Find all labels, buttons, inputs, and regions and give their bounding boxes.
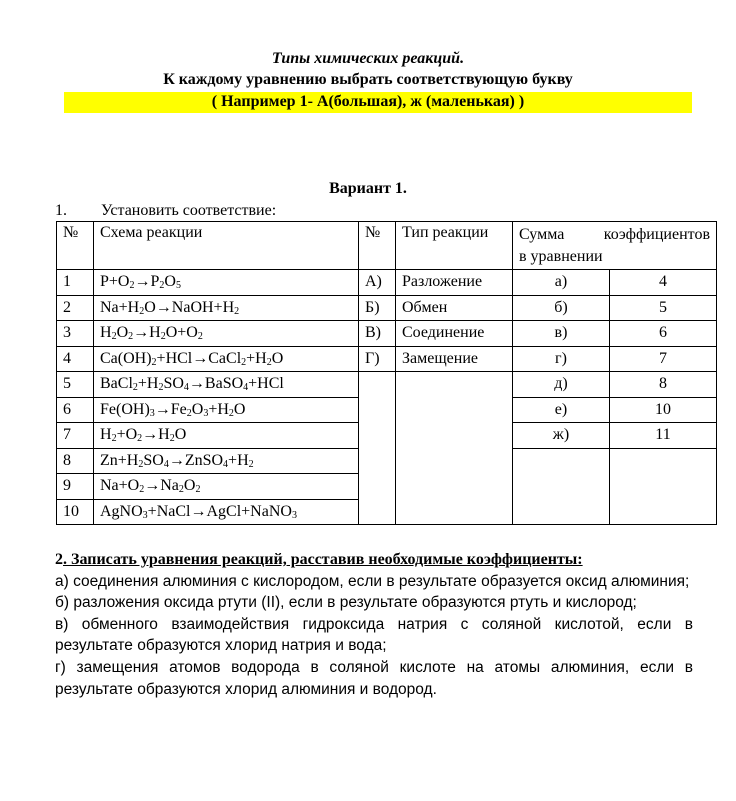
example-text: ( Например 1- А(большая), ж (маленькая) ) (211, 93, 525, 110)
task1-text: Установить соответствие: (101, 202, 277, 219)
empty-value-cell (610, 448, 717, 525)
header-sum-line2: в уравнении (519, 248, 603, 265)
row-num: 5 (57, 372, 94, 398)
task2-item: в) обменного взаимодействия гидроксида натрия с соляной кислотой, если в результате образуются хлорид натрия и вода; (55, 615, 693, 655)
row-num: 2 (57, 295, 94, 321)
header-num2: № (359, 222, 396, 270)
reaction-scheme: $Fe(OH)_3\to Fe_2O_3+H_2O$ (94, 397, 359, 423)
table-row (57, 321, 717, 347)
sum-value: 10 (610, 397, 717, 423)
table-header-row (57, 222, 717, 270)
task2-section (55, 549, 693, 700)
task2-item: а) соединения алюминия с кислородом, если в результате образуется оксид алюминия; (55, 572, 690, 590)
header-sum-word: Сумма (519, 226, 565, 243)
row-num: 1 (57, 270, 94, 296)
sum-value: 4 (610, 270, 717, 296)
table-row (57, 372, 717, 398)
task1-number: 1. (55, 202, 67, 219)
row-num: 10 (57, 499, 94, 525)
task2-item: г) замещения атомов водорода в соляной кислоте на атомы алюминия, если в результате образуются хлорид алюминия и водород. (55, 658, 693, 698)
matching-table (56, 221, 717, 525)
reaction-scheme: $Na+H_2O\to NaOH+H_2$ (94, 295, 359, 321)
row-num: 9 (57, 474, 94, 500)
reaction-scheme: $Ca(OH)_2+HCl\to CaCl_2+H_2O$ (94, 346, 359, 372)
table-row (57, 295, 717, 321)
header-type: Тип реакции (396, 222, 513, 270)
task2-item: б) разложения оксида ртути (II), если в результате образуются ртуть и кислород; (55, 594, 637, 612)
sum-letter: г) (513, 346, 610, 372)
type-name: Замещение (396, 346, 513, 372)
row-num: 3 (57, 321, 94, 347)
sum-letter: ж) (513, 423, 610, 449)
sum-letter: б) (513, 295, 610, 321)
type-name: Обмен (396, 295, 513, 321)
sum-value: 6 (610, 321, 717, 347)
empty-type-cell (396, 372, 513, 525)
empty-letter-cell (359, 372, 396, 525)
type-name: Соединение (396, 321, 513, 347)
row-num: 4 (57, 346, 94, 372)
task2-title: . Записать уравнения реакций, расставив необходимые коэффициенты: (63, 551, 583, 568)
sum-letter: е) (513, 397, 610, 423)
type-name: Разложение (396, 270, 513, 296)
sum-value: 5 (610, 295, 717, 321)
reaction-scheme: $BaCl_2+H_2SO_4\to BaSO_4+HCl$ (94, 372, 359, 398)
sum-value: 8 (610, 372, 717, 398)
table-row (57, 346, 717, 372)
header-scheme: Схема реакции (94, 222, 359, 270)
task1-heading (55, 202, 276, 220)
sum-letter: в) (513, 321, 610, 347)
row-num: 8 (57, 448, 94, 474)
reaction-scheme: $P+O_2\to P_2O_5$ (94, 270, 359, 296)
reaction-scheme: $H_2+O_2\to H_2O$ (94, 423, 359, 449)
reaction-scheme: $H_2O_2\to H_2O+O_2$ (94, 321, 359, 347)
type-letter: Б) (359, 295, 396, 321)
type-letter: А) (359, 270, 396, 296)
sum-value: 7 (610, 346, 717, 372)
task2-heading (55, 549, 693, 571)
header-num: № (57, 222, 94, 270)
reaction-scheme: $Zn+H_2SO_4\to ZnSO_4+H_2$ (94, 448, 359, 474)
sum-letter: д) (513, 372, 610, 398)
reaction-scheme: $Na+O_2\to Na_2O_2$ (94, 474, 359, 500)
task2-number: 2 (55, 551, 63, 568)
sum-value: 11 (610, 423, 717, 449)
empty-sum-cell (513, 448, 610, 525)
row-num: 7 (57, 423, 94, 449)
sum-letter: а) (513, 270, 610, 296)
type-letter: Г) (359, 346, 396, 372)
table-row (57, 270, 717, 296)
reaction-scheme: AgNO$_3$+NaCl→AgCl+NaNO$_3$ (94, 499, 359, 525)
header-coef-word: коэффициентов (603, 226, 710, 243)
row-num: 6 (57, 397, 94, 423)
variant-heading: Вариант 1. (329, 180, 407, 197)
type-letter: В) (359, 321, 396, 347)
header-sum (513, 222, 717, 270)
instruction-text: К каждому уравнению выбрать соответствующую букву (163, 71, 573, 88)
page-title: Типы химических реакций. (271, 50, 465, 67)
